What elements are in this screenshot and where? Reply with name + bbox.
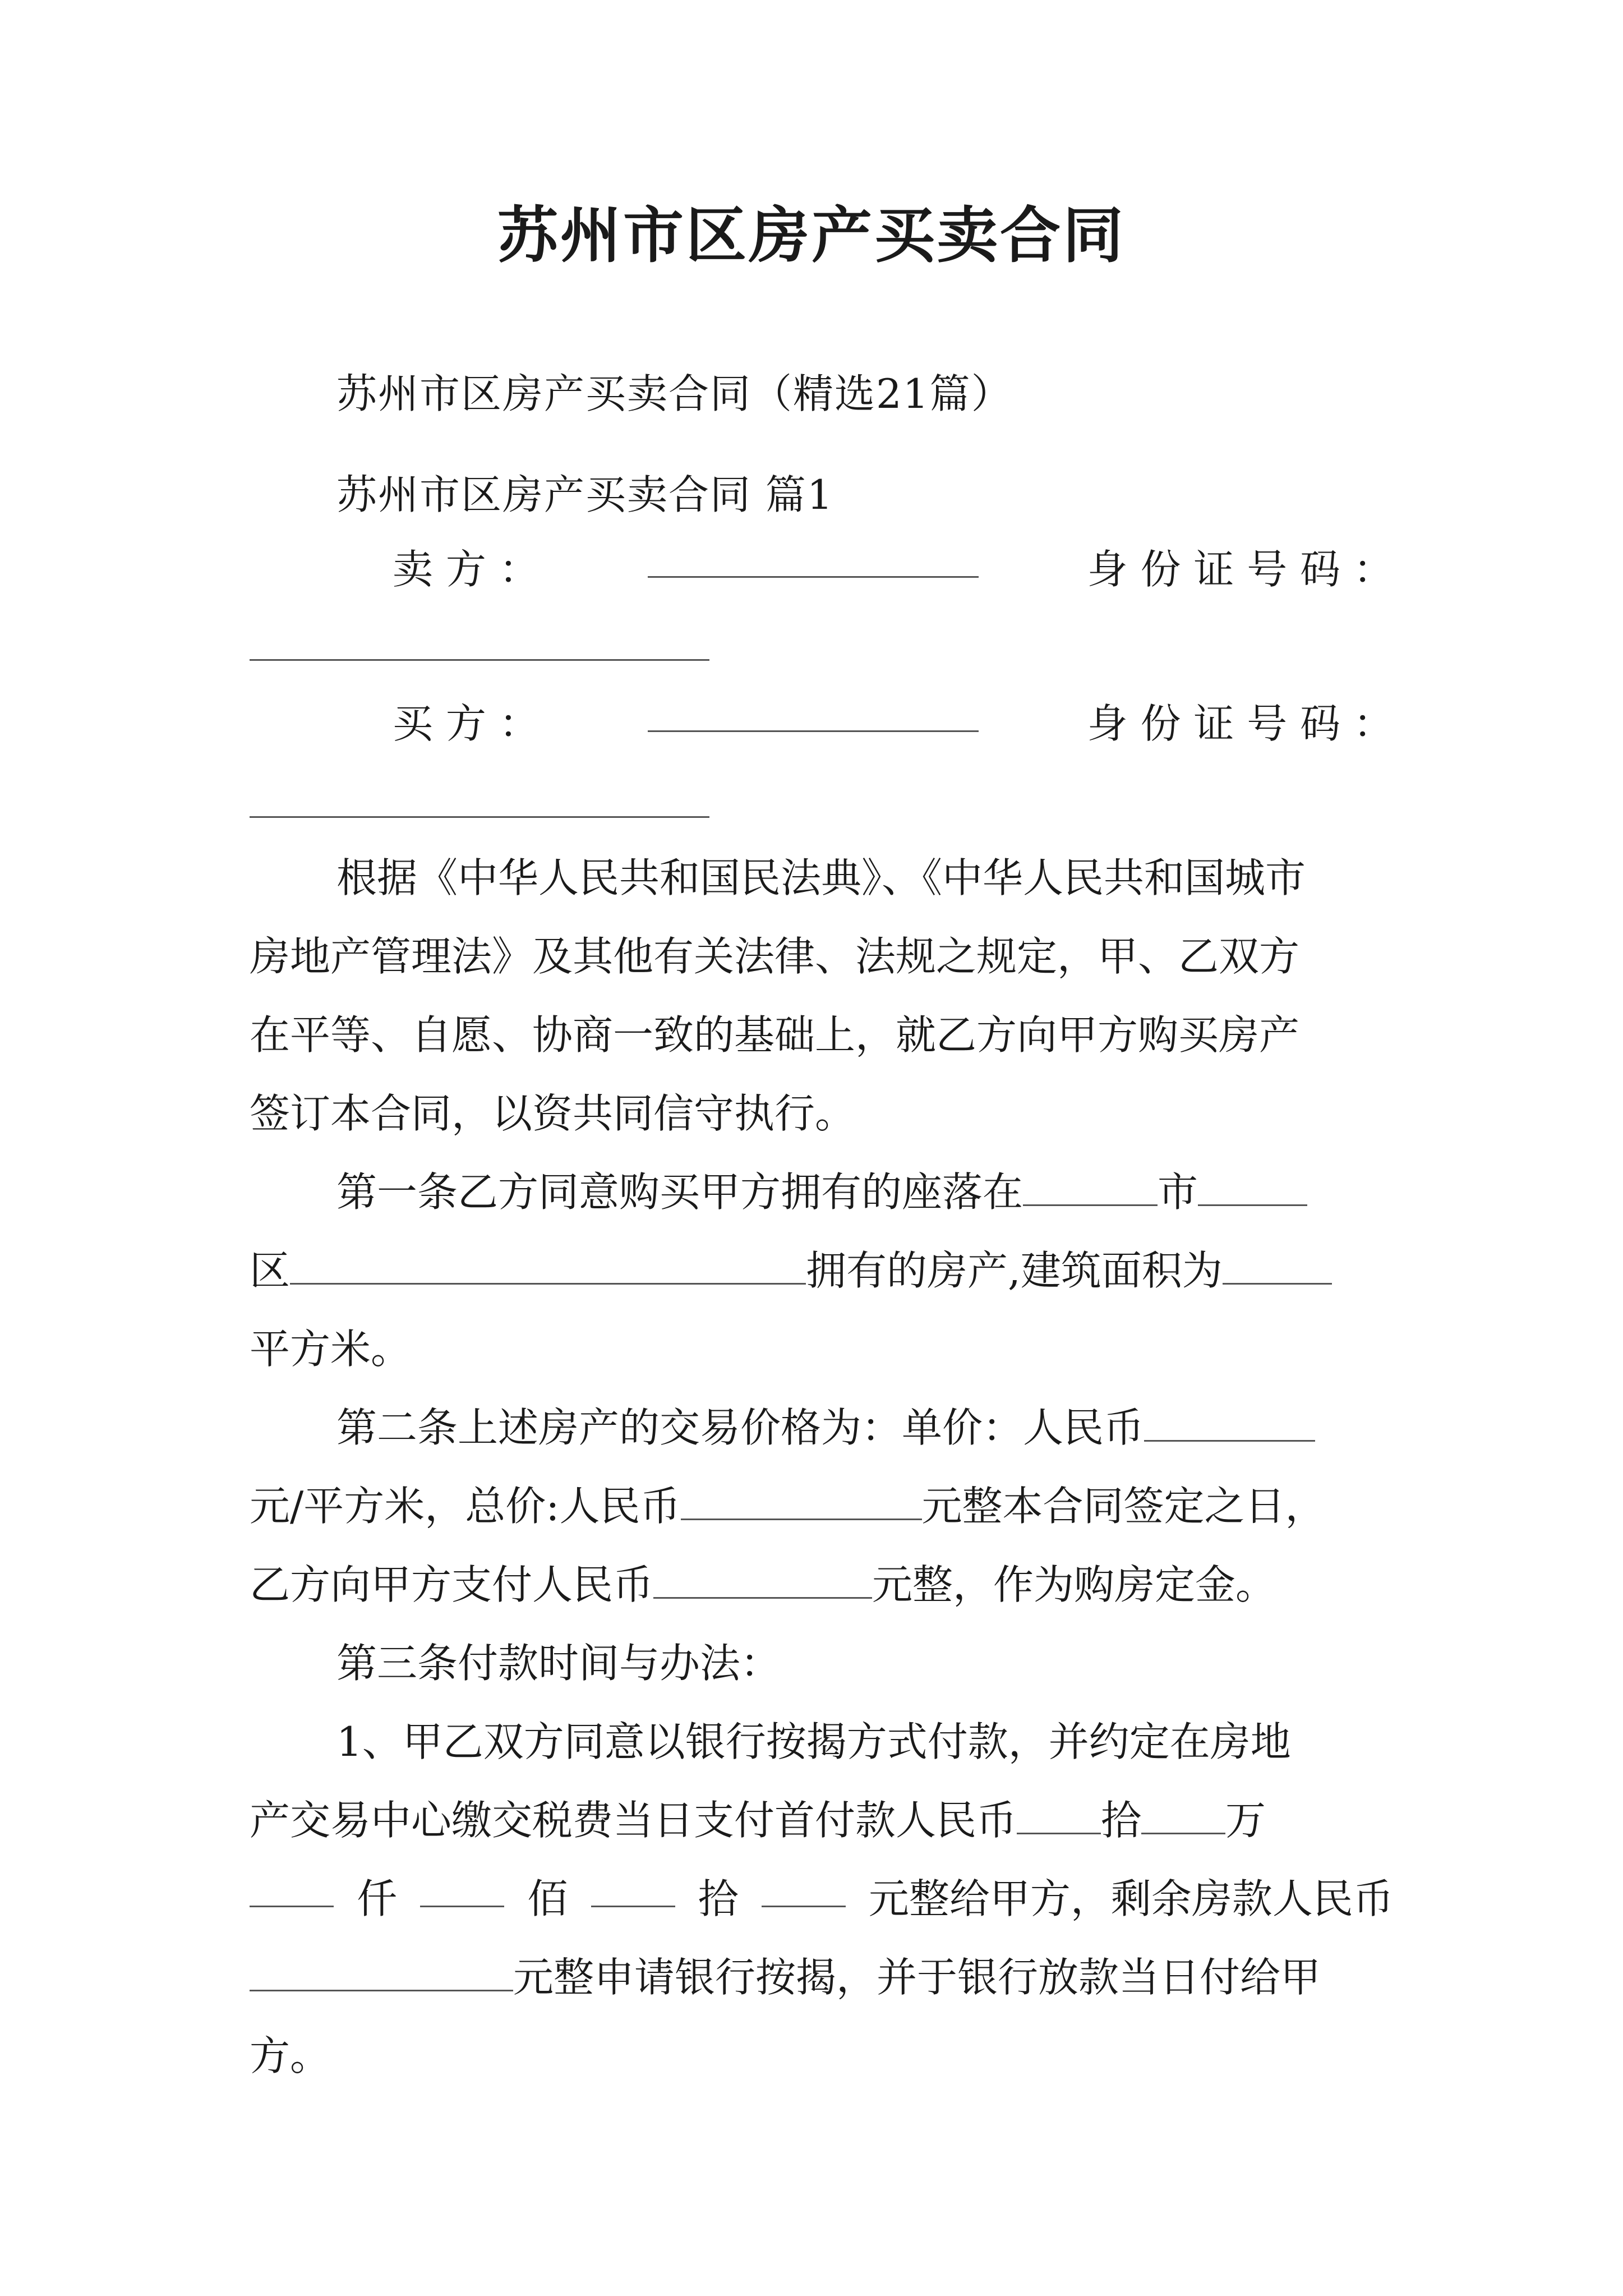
total-price-blank[interactable]: [681, 1484, 922, 1520]
intro-line-2: 房地产管理法》及其他有关法律、法规之规定，甲、乙双方: [250, 933, 1300, 980]
article3-line-5: 方。: [250, 2032, 331, 2079]
buyer-id-blank[interactable]: [250, 816, 709, 818]
article3-line-2: 产交易中心缴交税费当日支付首付款人民币 拾 万: [250, 1797, 1266, 1844]
buyer-line: [393, 696, 1394, 752]
article2-line-3: 乙方向甲方支付人民币 元整，作为购房定金。: [250, 1561, 1276, 1608]
deposit-blank[interactable]: [653, 1562, 872, 1599]
article1-line-1: 第一条乙方同意购买甲方拥有的座落在 市: [336, 1164, 1394, 1220]
seller-id-blank[interactable]: [250, 659, 709, 661]
down-payment-blank-5[interactable]: [591, 1871, 675, 1907]
city-blank-2[interactable]: [1198, 1170, 1307, 1206]
down-payment-blank-3[interactable]: [250, 1871, 334, 1907]
seller-id-label: 身 份 证 号 码 ：: [1087, 546, 1394, 593]
article3-heading: 第三条付款时间与办法：: [336, 1640, 781, 1687]
seller-name-blank[interactable]: [648, 541, 979, 578]
subtitle: 苏州市区房产买卖合同（精选21篇）: [336, 370, 1013, 417]
city-blank[interactable]: [1023, 1170, 1158, 1206]
article3-line-1: 1、甲乙双方同意以银行按揭方式付款，并约定在房地: [336, 1718, 1291, 1765]
intro-line-3: 在平等、自愿、协商一致的基础上，就乙方向甲方购买房产: [250, 1011, 1300, 1059]
buyer-label: 买 方 ：: [393, 700, 540, 747]
intro-line-1: 根据《中华人民共和国民法典》、《中华人民共和国城市: [336, 854, 1306, 901]
seller-line: [393, 541, 1394, 597]
down-payment-blank-2[interactable]: [1141, 1798, 1225, 1834]
article3-line-4: 元整申请银行按揭，并于银行放款当日付给甲: [250, 1949, 1394, 2005]
article1-line-3: 平方米。: [250, 1326, 412, 1373]
buyer-name-blank[interactable]: [648, 696, 979, 732]
article2-line-1: 第二条上述房产的交易价格为：单价：人民币: [336, 1400, 1394, 1456]
document-title: 苏州市区房产买卖合同: [497, 200, 1126, 271]
intro-line-4: 签订本合同，以资共同信守执行。: [250, 1090, 856, 1137]
area-blank[interactable]: [1223, 1248, 1332, 1285]
article1-line-2: 区 拥有的房产,建筑面积为: [250, 1243, 1394, 1299]
down-payment-blank-4[interactable]: [420, 1871, 504, 1907]
down-payment-blank-1[interactable]: [1017, 1798, 1101, 1834]
loan-amount-blank[interactable]: [250, 1955, 513, 1991]
seller-label: 卖 方 ：: [393, 546, 540, 593]
section-heading: 苏州市区房产买卖合同 篇1: [336, 471, 834, 518]
article3-line-3: 仟 佰 拾 元整给甲方，剩余房款人民币: [250, 1871, 1394, 1927]
district-blank[interactable]: [290, 1248, 806, 1285]
down-payment-blank-6[interactable]: [762, 1871, 846, 1907]
buyer-id-label: 身 份 证 号 码 ：: [1087, 700, 1394, 747]
article2-line-2: 元/平方米，总价:人民币 元整本合同签定之日，: [250, 1483, 1326, 1530]
unit-price-blank[interactable]: [1144, 1405, 1315, 1442]
